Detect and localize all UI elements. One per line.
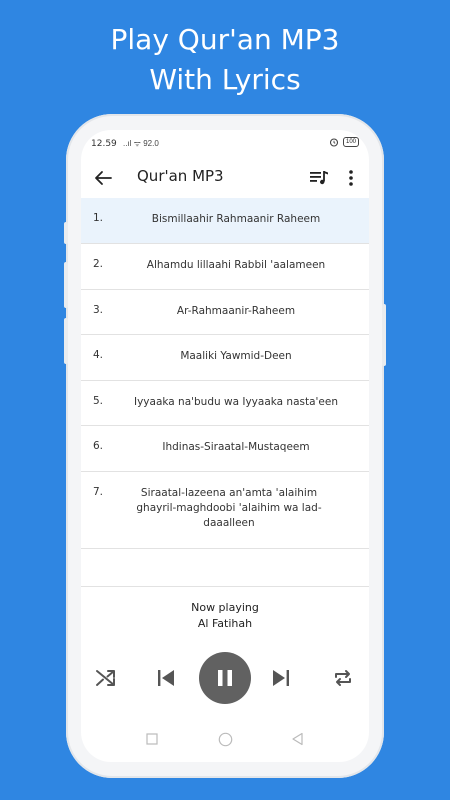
list-item[interactable]	[81, 472, 369, 549]
now-playing-track: Al Fatihah	[197, 617, 253, 630]
promo-headline	[0, 20, 450, 100]
verse-number: 6.	[93, 440, 104, 452]
verse-text: Ar-Rahmaanir-Raheem	[176, 305, 296, 317]
verse-text: Alhamdu lillaahi Rabbil 'aalameen	[146, 259, 326, 271]
verse-number: 3.	[93, 304, 104, 316]
verse-number: 2.	[93, 258, 104, 270]
verse-list	[81, 198, 369, 587]
verse-number: 5.	[93, 395, 104, 407]
verse-number: 4.	[93, 349, 104, 361]
now-playing	[81, 600, 369, 632]
skip-previous-icon[interactable]	[154, 666, 178, 690]
alarm-icon	[329, 137, 339, 147]
player-controls	[81, 652, 369, 704]
verse-number: 7.	[93, 486, 104, 498]
list-spacer	[81, 549, 369, 587]
battery-icon: 100	[343, 137, 359, 147]
phone-side-button	[64, 222, 68, 244]
verse-text: Maaliki Yawmid-Deen	[180, 350, 292, 362]
phone-volume-up	[64, 262, 68, 308]
phone-volume-down	[64, 318, 68, 364]
home-icon[interactable]	[218, 732, 233, 747]
list-item[interactable]	[81, 381, 369, 426]
status-right-icons	[329, 137, 359, 147]
arrow-back-icon[interactable]	[91, 166, 115, 190]
back-nav-icon[interactable]	[291, 732, 305, 746]
skip-next-icon[interactable]	[269, 666, 293, 690]
list-item[interactable]	[81, 198, 369, 244]
verse-number: 1.	[93, 212, 104, 224]
list-item[interactable]	[81, 426, 369, 472]
verse-text: Ihdinas-Siraatal-Mustaqeem	[162, 441, 310, 453]
verse-text: Iyyaaka na'budu wa Iyyaaka nasta'een	[133, 396, 338, 408]
headline-line-2: With Lyrics	[149, 63, 301, 96]
playlist-icon[interactable]	[307, 166, 331, 190]
verse-text: Siraatal-lazeena an'amta 'alaihim ghayril-maghdoobi 'alaihim wa lad-daaalleen	[136, 487, 322, 529]
status-bar	[81, 130, 369, 158]
pause-button[interactable]	[199, 652, 251, 704]
signal-wifi-icon: ..ıl ᯤ 92.0	[123, 139, 159, 148]
repeat-icon[interactable]	[331, 666, 355, 690]
shuffle-icon[interactable]	[94, 666, 118, 690]
phone-screen	[81, 130, 369, 762]
status-time: 12.59	[91, 139, 117, 149]
system-nav-bar	[81, 728, 369, 752]
list-item[interactable]	[81, 290, 369, 335]
phone-power-button	[382, 304, 386, 366]
pause-icon	[214, 667, 236, 689]
recent-apps-icon[interactable]	[146, 733, 158, 745]
list-item[interactable]	[81, 244, 369, 290]
now-playing-label: Now playing	[191, 601, 259, 614]
verse-text: Bismillaahir Rahmaanir Raheem	[151, 213, 321, 225]
app-bar	[81, 158, 369, 198]
list-item[interactable]	[81, 335, 369, 381]
app-title: Qur'an MP3	[137, 167, 224, 185]
more-vert-icon[interactable]	[341, 166, 361, 190]
headline-line-1: Play Qur'an MP3	[110, 23, 340, 56]
